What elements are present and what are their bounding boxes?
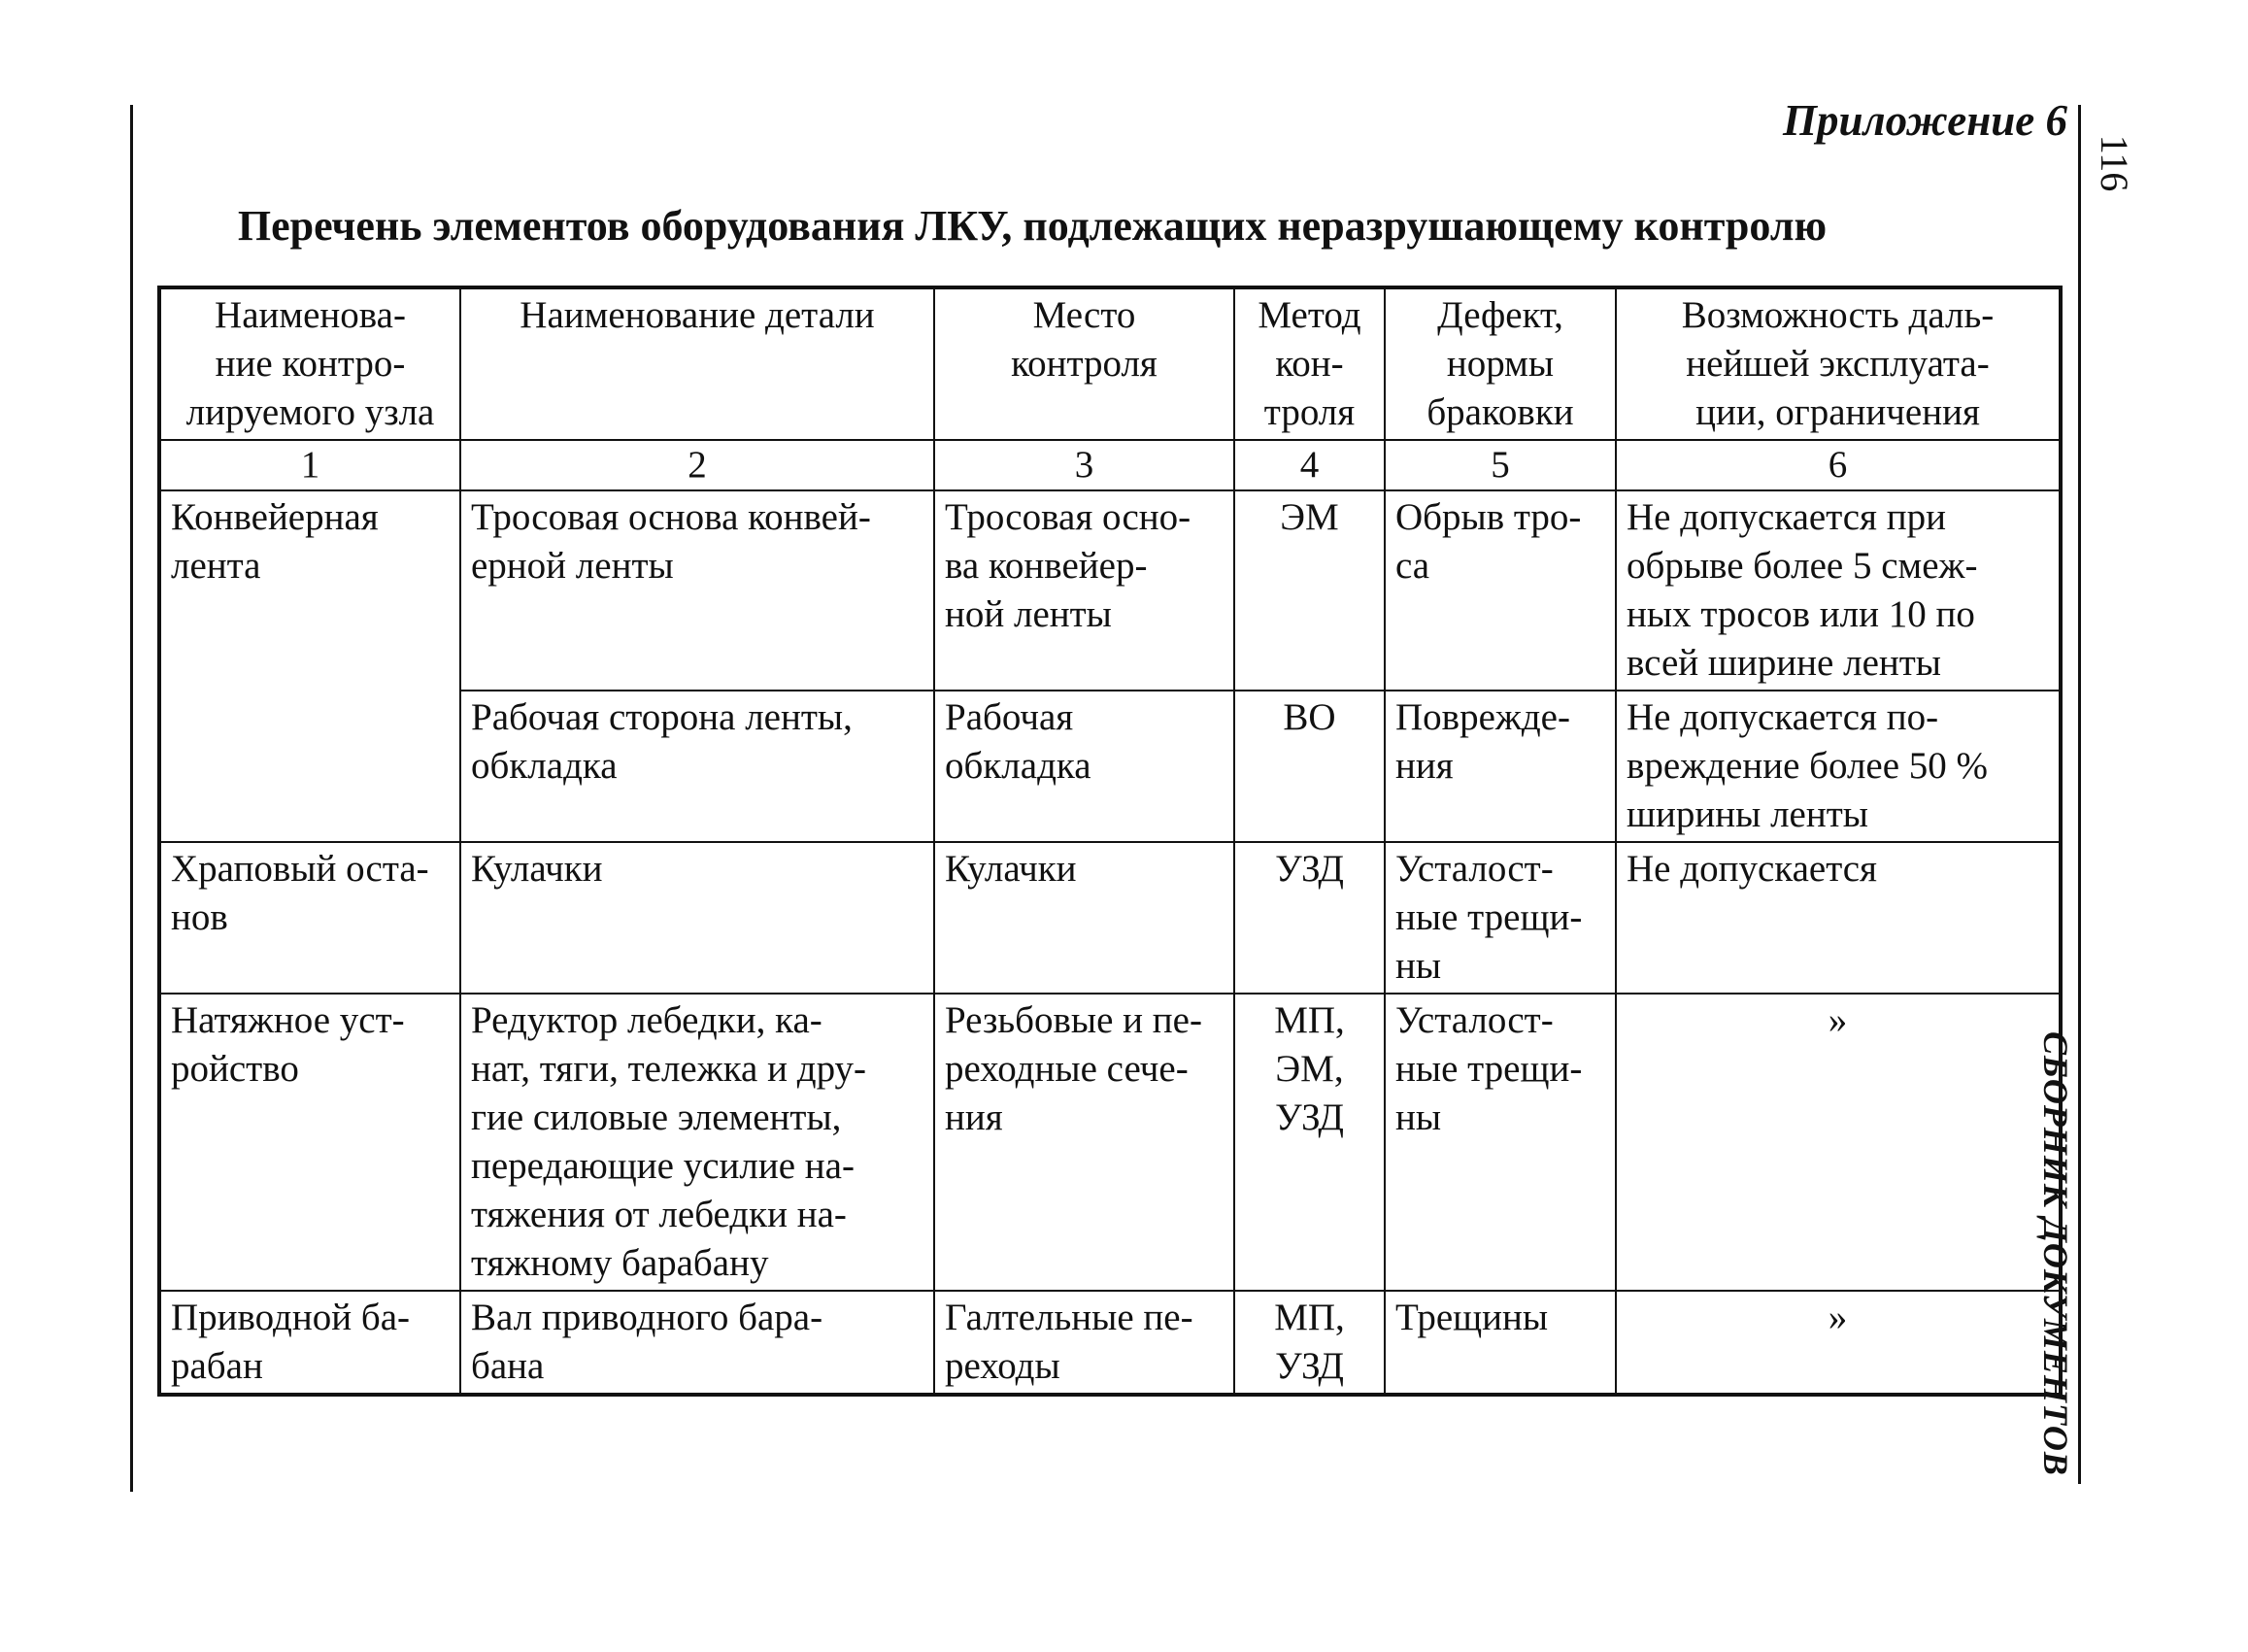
- defect-cell: Усталост- ные трещи- ны: [1385, 994, 1616, 1291]
- method-cell: МП, УЗД: [1234, 1291, 1385, 1395]
- right-margin-rule: [2078, 105, 2081, 1484]
- page-number: 116: [2093, 134, 2136, 192]
- header-defect: Дефект, нормы браковки: [1385, 287, 1616, 440]
- column-number: 6: [1616, 440, 2061, 490]
- place-cell: Рабочая обкладка: [934, 691, 1234, 842]
- collection-side-title: СБОРНИК ДОКУМЕНТОВ: [2036, 1031, 2075, 1476]
- place-cell: Кулачки: [934, 842, 1234, 994]
- possibility-cell: »: [1616, 994, 2061, 1291]
- appendix-label: Приложение 6: [1783, 96, 2067, 145]
- place-cell: Галтельные пе- реходы: [934, 1291, 1234, 1395]
- header-method: Метод кон- троля: [1234, 287, 1385, 440]
- defect-cell: Поврежде- ния: [1385, 691, 1616, 842]
- part-cell: Кулачки: [460, 842, 934, 994]
- column-number: 2: [460, 440, 934, 490]
- possibility-cell: Не допускается по- вреждение более 50 % ширины ленты: [1616, 691, 2061, 842]
- unit-cell: Натяжное уст- ройство: [159, 994, 460, 1291]
- table-row: [159, 1291, 2061, 1395]
- table-row: [159, 842, 2061, 994]
- place-cell: Резьбовые и пе- реходные сече- ния: [934, 994, 1234, 1291]
- unit-cell: Конвейерная лента: [159, 490, 460, 842]
- place-cell: Тросовая осно- ва конвейер- ной ленты: [934, 490, 1234, 691]
- possibility-cell: Не допускается при обрыве более 5 смеж- ных тросов или 10 по всей ширине ленты: [1616, 490, 2061, 691]
- left-margin-rule: [130, 105, 133, 1492]
- header-part: Наименование детали: [460, 287, 934, 440]
- column-number: 1: [159, 440, 460, 490]
- part-cell: Тросовая основа конвей- ерной ленты: [460, 490, 934, 691]
- defect-cell: Трещины: [1385, 1291, 1616, 1395]
- part-cell: Вал приводного бара- бана: [460, 1291, 934, 1395]
- possibility-cell: Не допускается: [1616, 842, 2061, 994]
- table-header-row: [159, 287, 2061, 440]
- table-row: [159, 994, 2061, 1291]
- column-number: 5: [1385, 440, 1616, 490]
- header-unit: Наименова- ние контро- лируемого узла: [159, 287, 460, 440]
- defect-cell: Усталост- ные трещи- ны: [1385, 842, 1616, 994]
- part-cell: Редуктор лебедки, ка- нат, тяги, тележка и дру- гие силовые элементы, передающие усилие на- тяжения от лебедки на- тяжному барабану: [460, 994, 934, 1291]
- unit-cell: Приводной ба- рабан: [159, 1291, 460, 1395]
- method-cell: МП, ЭМ, УЗД: [1234, 994, 1385, 1291]
- header-place: Место контроля: [934, 287, 1234, 440]
- column-number: 3: [934, 440, 1234, 490]
- defect-cell: Обрыв тро- са: [1385, 490, 1616, 691]
- document-title: Перечень элементов оборудования ЛКУ, подлежащих неразрушающему контролю: [237, 202, 1828, 250]
- part-cell: Рабочая сторона ленты, обкладка: [460, 691, 934, 842]
- table-row: [159, 490, 2061, 691]
- possibility-cell: »: [1616, 1291, 2061, 1395]
- inspection-table: [157, 286, 2063, 1397]
- method-cell: УЗД: [1234, 842, 1385, 994]
- unit-cell: Храповый оста- нов: [159, 842, 460, 994]
- method-cell: ВО: [1234, 691, 1385, 842]
- column-number-row: [159, 440, 2061, 490]
- column-number: 4: [1234, 440, 1385, 490]
- header-possibility: Возможность даль- нейшей эксплуата- ции, ограничения: [1616, 287, 2061, 440]
- method-cell: ЭМ: [1234, 490, 1385, 691]
